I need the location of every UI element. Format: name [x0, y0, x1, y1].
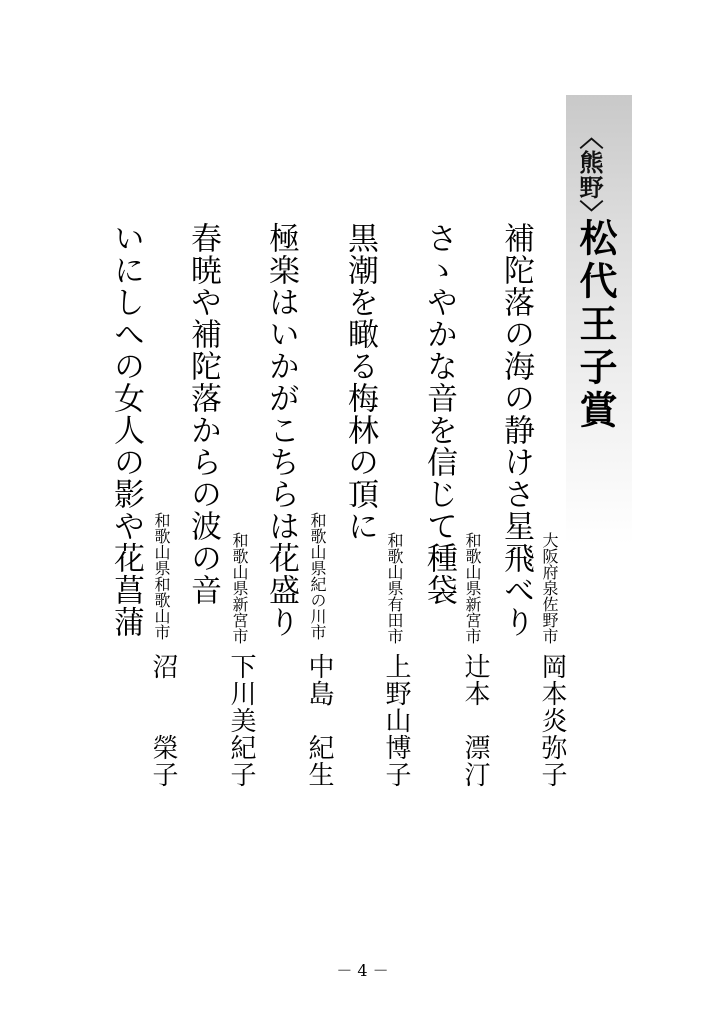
page-number: － 4 － [336, 961, 389, 980]
author-location: 和歌山県紀の川市 [308, 512, 327, 640]
author-name: 下川美紀子 [226, 653, 256, 788]
author-location: 和歌山県和歌山市 [152, 512, 171, 640]
author-name: 辻本 漂汀 [460, 653, 490, 788]
author-name: 岡本炎弥子 [537, 653, 567, 788]
author-name: 沼 榮子 [148, 653, 178, 788]
author-name: 中島 紀生 [304, 653, 334, 788]
haiku-text: 補陀落の海の静けさ星飛べり [498, 222, 534, 638]
author-location: 和歌山県新宮市 [463, 532, 482, 644]
author-name: 上野山博子 [381, 653, 411, 788]
author-location: 和歌山県新宮市 [230, 532, 249, 644]
award-title: 松代王子賞 [573, 218, 617, 433]
haiku-text: 春暁や補陀落からの波の音 [185, 222, 221, 606]
section-label: 〈熊野〉 [575, 125, 603, 225]
haiku-text: さゝやかな音を信じて種袋 [421, 222, 457, 606]
author-location: 和歌山県有田市 [385, 532, 404, 644]
haiku-text: 極楽はいかがこちらは花盛り [263, 222, 299, 638]
author-location: 大阪府泉佐野市 [540, 532, 559, 644]
haiku-text: 黒潮を瞰る梅林の頂に [342, 222, 378, 542]
haiku-text: いにしへの女人の影や花菖蒲 [108, 222, 144, 638]
